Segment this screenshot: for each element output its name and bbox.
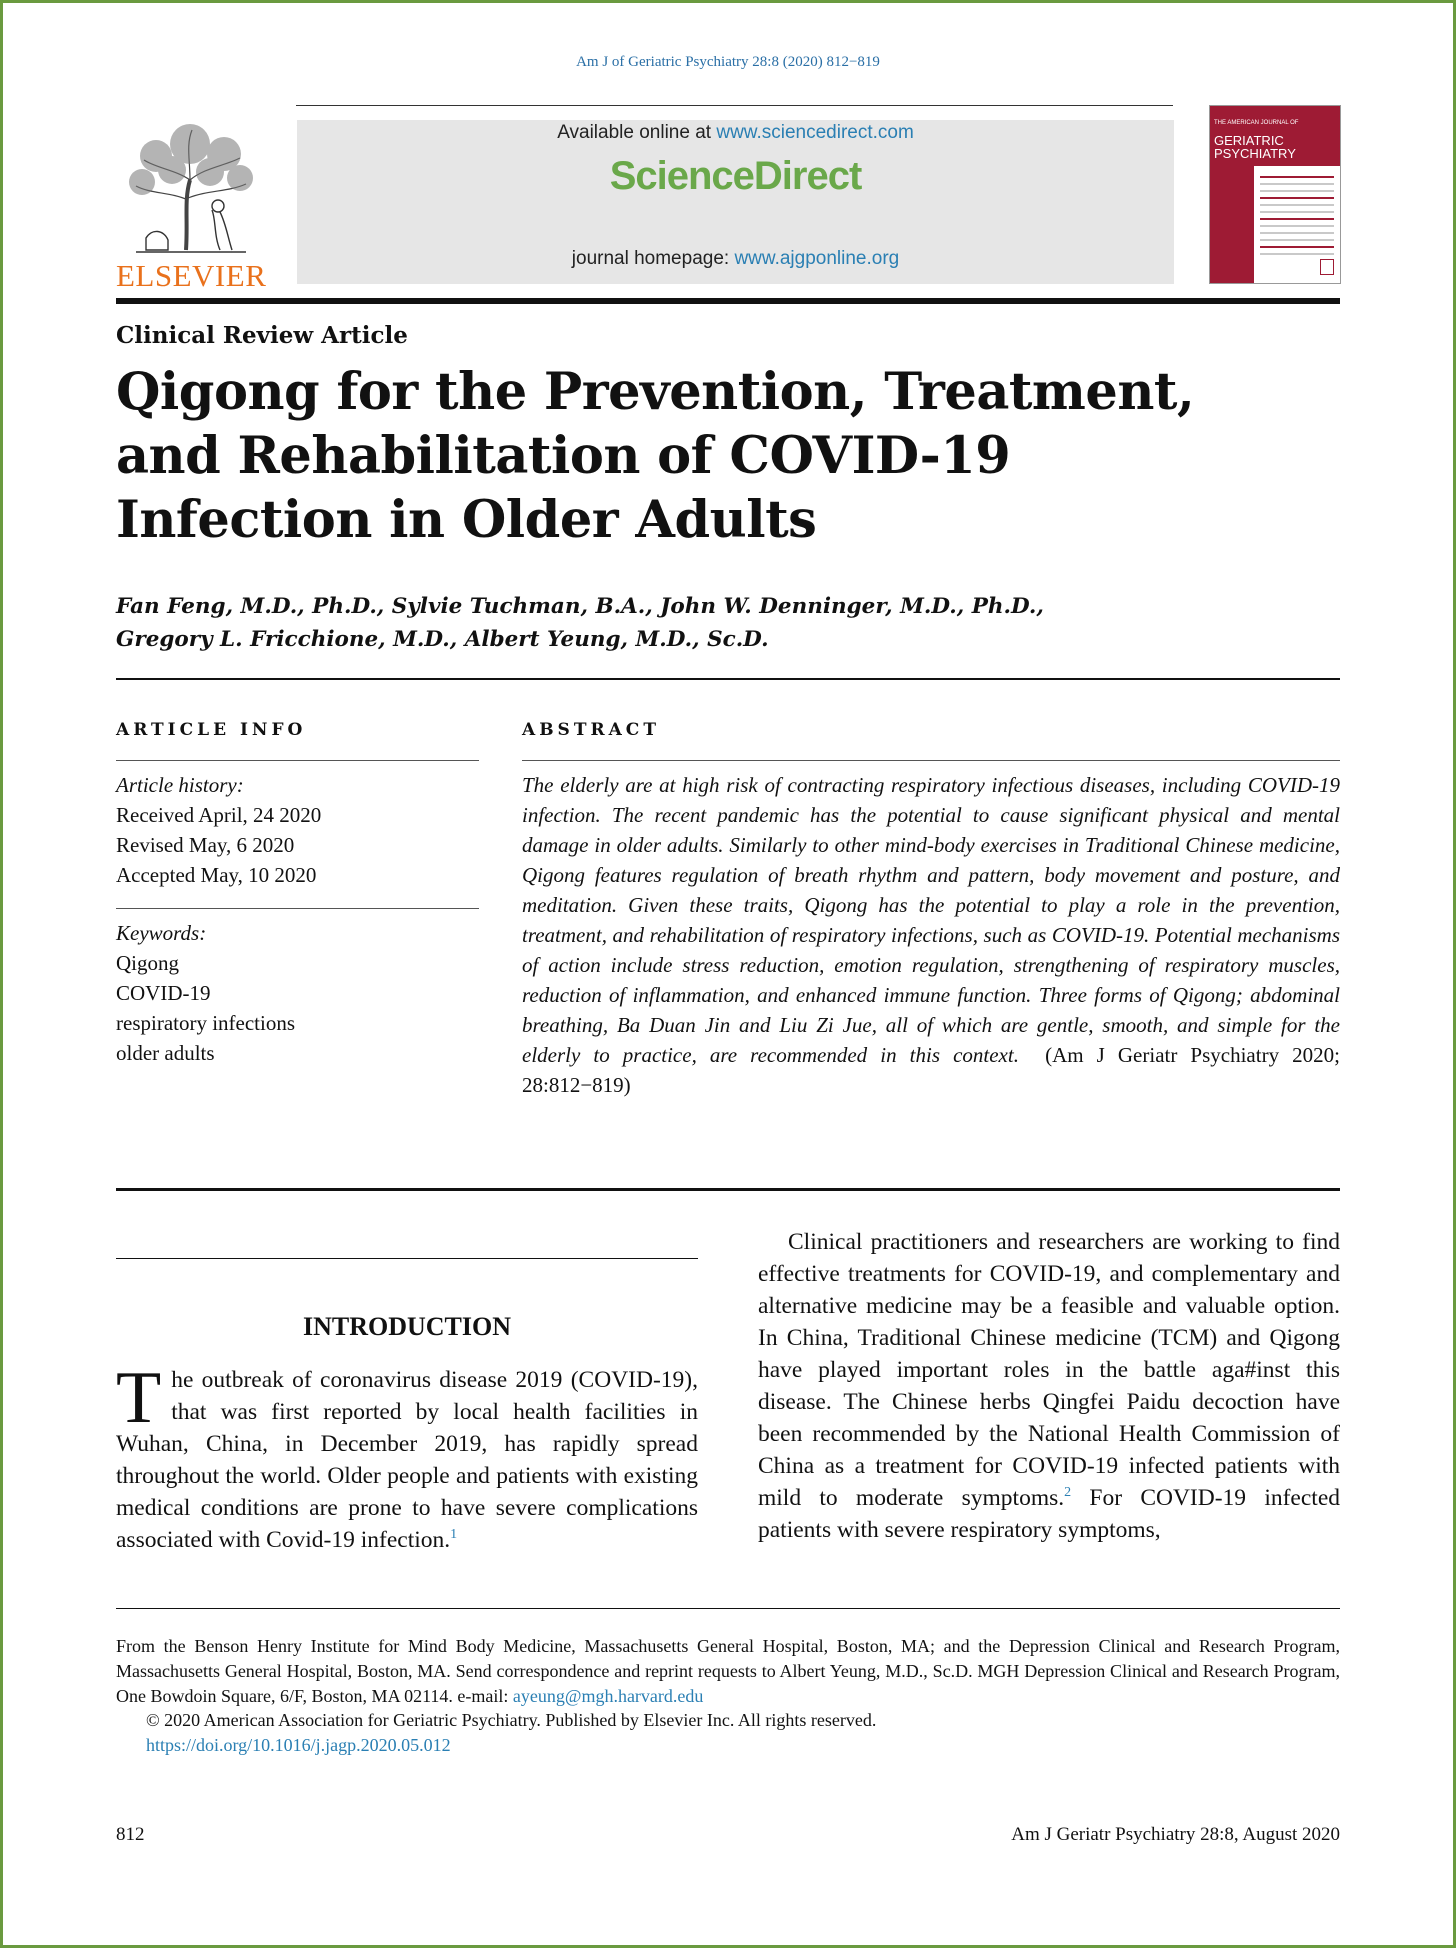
- accepted-date: Accepted May, 10 2020: [116, 863, 317, 887]
- keyword[interactable]: COVID-19: [116, 981, 211, 1005]
- article-type: Clinical Review Article: [116, 322, 408, 349]
- cover-contents: [1260, 176, 1334, 260]
- intro-rule: [116, 1258, 698, 1259]
- abstract-text: [522, 770, 1340, 1100]
- available-prefix: Available online at: [557, 122, 717, 143]
- introduction-right-column: [758, 1226, 1340, 1546]
- intro-paragraph-2: Clinical practitioners and researchers are working to find effective treatments for COVID-19, and complementary and alternative medicine may be a feasible and valuable option. In China, Traditional Chinese medicine (TCM) and Qigong have played important roles in the battle aga#inst this disease. The Chinese herbs Qingfei Paidu decoction have been recommended by the National Health Commission of China as a treatment for COVID-19 infected patients with mild to moderate symptoms.: [758, 1229, 1340, 1511]
- page-number: 812: [116, 1824, 145, 1845]
- journal-citation[interactable]: Am J of Geriatric Psychiatry 28:8 (2020) 812−819: [576, 54, 880, 70]
- keyword[interactable]: older adults: [116, 1041, 215, 1065]
- abstract-citation: (Am J Geriatr Psychiatry 2020; 28:812−819): [522, 1043, 1340, 1097]
- header-thick-rule: [116, 298, 1340, 304]
- header-rule: [296, 105, 1173, 106]
- doi: [146, 1735, 451, 1756]
- article-info-heading: ARTICLE INFO: [116, 720, 307, 740]
- homepage-prefix: journal homepage:: [571, 248, 735, 269]
- author-list: [116, 590, 1266, 656]
- revised-date: Revised May, 6 2020: [116, 833, 295, 857]
- article-history: [116, 770, 479, 890]
- sciencedirect-logo[interactable]: ScienceDirect: [609, 154, 862, 198]
- abstract-body: The elderly are at high risk of contracting respiratory infectious diseases, including COVID-19 infection. The recent pandemic has the potential to cause significant physical and mental damage in older adults. Similarly to other mind-body exercises in Traditional Chinese medicine, Qigong features regulation of breath rhythm and pattern, body movement and posture, and meditation. Given these traits, Qigong has the potential to play a role in the prevention, treatment, and rehabilitation of respiratory infections, such as COVID-19. Potential mechanisms of action include stress reduction, emotion regulation, strengthening of respiratory muscles, reduction of inflammation, and enhanced immune function. Three forms of Qigong; abdominal breathing, Ba Duan Jin and Liu Zi Jue, all of which are gentle, smooth, and simple for the elderly to practice, are recommended in this context.: [522, 773, 1340, 1067]
- introduction-heading: INTRODUCTION: [302, 1312, 512, 1341]
- abstract-heading: ABSTRACT: [522, 720, 660, 740]
- footnote-rule: [116, 1608, 1340, 1609]
- elsevier-tree-icon: [116, 120, 264, 268]
- journal-homepage: [297, 248, 1174, 270]
- journal-cover-thumbnail[interactable]: [1209, 105, 1341, 284]
- sciencedirect-link[interactable]: www.sciencedirect.com: [716, 122, 914, 143]
- intro-paragraph-2-cont: For COVID-19 infected patients with severe respiratory symptoms,: [758, 1485, 1341, 1543]
- email-link[interactable]: ayeung@mgh.harvard.edu: [512, 1686, 704, 1706]
- journal-homepage-link[interactable]: www.ajgponline.org: [734, 248, 900, 269]
- received-date: Received April, 24 2020: [116, 803, 322, 827]
- reference-link[interactable]: 2: [1064, 1485, 1072, 1501]
- cover-logo-icon: [1320, 259, 1334, 275]
- intro-paragraph-1: he outbreak of coronavirus disease 2019 (COVID-19), that was first reported by local health facilities in Wuhan, China, in December 2019, has rapidly spread throughout the world. Older people and patients with existing medical conditions are prone to have severe complications associated with Covid-19 infection.: [116, 1367, 698, 1553]
- sciencedirect-banner: [297, 120, 1174, 284]
- keywords-label: Keywords:: [116, 921, 207, 945]
- section-rule: [116, 1188, 1340, 1191]
- introduction-left-column: [116, 1357, 698, 1556]
- authors-line-2: Gregory L. Fricchione, M.D., Albert Yeung, M.D., Sc.D.: [116, 627, 769, 652]
- elsevier-logo[interactable]: [116, 120, 267, 293]
- drop-cap: T: [116, 1357, 162, 1439]
- footer-journal: Am J Geriatr Psychiatry 28:8, August 2020: [1011, 1824, 1340, 1845]
- affiliation-text: From the Benson Henry Institute for Mind Body Medicine, Massachusetts General Hospital, Boston, MA; and the Depression Clinical and Research Program, Massachusetts General Hospital, Boston, MA. Send correspondence and reprint requests to Albert Yeung, M.D., Sc.D. MGH Depression Clinical and Research Program, One Bowdoin Square, 6/F, Boston, MA 02114. e-mail:: [116, 1636, 1340, 1706]
- reference-link[interactable]: 1: [450, 1527, 458, 1543]
- authors-line-1: Fan Feng, M.D., Ph.D., Sylvie Tuchman, B.A., John W. Denninger, M.D., Ph.D.,: [116, 594, 1044, 619]
- keyword[interactable]: respiratory infections: [116, 1011, 296, 1035]
- keywords: [116, 918, 479, 1068]
- history-label: Article history:: [116, 773, 244, 797]
- available-online: [297, 122, 1174, 144]
- copyright: © 2020 American Association for Geriatric Psychiatry. Published by Elsevier Inc. All rights reserved.: [146, 1710, 877, 1730]
- doi-link[interactable]: https://doi.org/10.1016/j.jagp.2020.05.012: [146, 1735, 451, 1755]
- cover-small-text: THE AMERICAN JOURNAL OF: [1214, 120, 1299, 126]
- article-title: Qigong for the Prevention, Treatment, and Rehabilitation of COVID-19 Infection in Older Adults: [116, 362, 1195, 550]
- elsevier-wordmark: ELSEVIER: [116, 258, 267, 293]
- cover-title: GERIATRIC PSYCHIATRY: [1214, 133, 1296, 161]
- keyword[interactable]: Qigong: [116, 951, 179, 975]
- affiliation-footnote: [116, 1634, 1340, 1709]
- section-rule: [116, 678, 1340, 680]
